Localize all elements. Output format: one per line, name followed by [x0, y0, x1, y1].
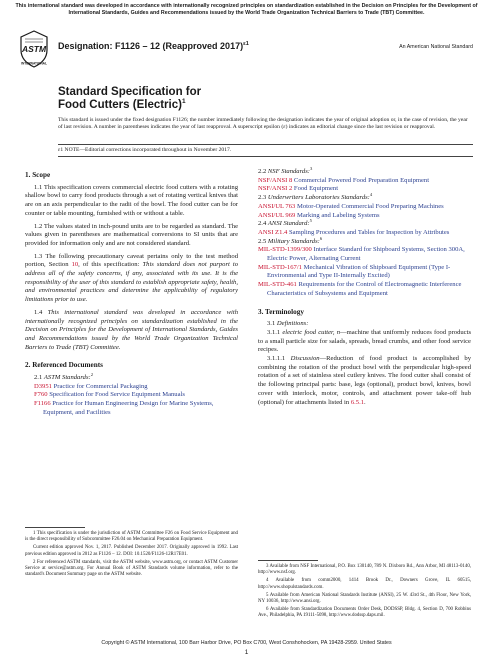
ref-code-link[interactable]: MIL-STD-167/1	[258, 263, 302, 271]
ref-code-link[interactable]: NSF/ANSI 8	[258, 176, 293, 184]
footnotes-right	[258, 564, 471, 622]
astm-logo-icon	[19, 30, 49, 68]
para-1-3: 1.3 The following precautionary caveat pertains only to the test method portion, Section 10, of this specification: This standard does not purport to address all of the safety concerns, if any, associated with its use. It is the responsibility of the user of this standard to establish appropriate safety, health, and environmental practices and determine the applicability of regulatory limitations prior to use.	[25, 252, 239, 304]
tbt-notice: This international standard was developed in accordance with internationally recognized principles on standardization established in the Decision on Principles for the Development of International Standards, Guides and Recommendations issued by the World Trade Organization Technical Barriers to Trade (TBT) Committee.	[15, 3, 478, 16]
ref-item	[258, 264, 471, 281]
ref-title-link[interactable]: Practice for Commercial Packaging	[53, 382, 148, 390]
footnotes-left	[25, 531, 238, 580]
logo-subtext: INTERNATIONAL	[21, 61, 47, 66]
ans-label: An American National Standard	[399, 44, 473, 50]
ref-code-link[interactable]: ANSI/UL 763	[258, 202, 296, 210]
ref-title-link[interactable]: Marking and Labeling Systems	[296, 211, 380, 219]
ref-code-link[interactable]: ANSI/UL 969	[258, 211, 296, 219]
section-6-5-1-link[interactable]: 6.5.1	[350, 398, 365, 406]
divider	[58, 144, 473, 145]
footnote: Current edition approved Nov. 1, 2017. Published December 2017. Originally approved in 1992. Last previous edition approved in 2012 as F1126 – 12. DOI: 10.1520/F1126-12R17E01.	[25, 545, 238, 557]
ref-item	[34, 383, 238, 392]
footnote: 5 Available from American National Standards Institute (ANSI), 25 W. 43rd St., 4th Floor, New York, NY 10036, http://www.ansi.org.	[258, 592, 471, 605]
right-column	[258, 165, 472, 407]
copyright-line: Copyright © ASTM International, 100 Barr Harbor Drive, PO Box C700, West Conshohocken, PA 19428-2959. United States	[101, 640, 392, 646]
ref-title-link[interactable]: Specification for Food Service Equipment Manuals	[49, 391, 185, 399]
designation: Designation: F1126 – 12 (Reapproved 2017)$^{\varepsilon 1}$	[58, 41, 249, 51]
ref-item	[258, 203, 471, 212]
ref-code-link[interactable]: MIL-STD-461	[258, 281, 297, 289]
editorial-note: ε1 NOTE—Editorial corrections incorporated throughout in November 2017.	[58, 147, 232, 153]
ref-code-link[interactable]: MIL-STD-1399/300	[258, 246, 312, 254]
para-1-2: 1.2 The values stated in inch-pound units are to be regarded as standard. The values given in parentheses are mathematical conversions to SI units that are provided for information only and are not considered standard.	[25, 222, 238, 247]
ref-item	[258, 177, 471, 186]
ref-code-link[interactable]: F1166	[34, 400, 51, 408]
ref-item	[258, 185, 471, 194]
page-title: Standard Specification for Food Cutters (Electric)$^1$	[58, 86, 202, 111]
page-number: 1	[244, 649, 249, 656]
ref-title-link[interactable]: Commercial Powered Food Preparation Equipment	[293, 176, 430, 184]
ref-item	[258, 212, 471, 221]
para-3-1-1: 3.1.1 electric food cutter, n—machine that uniformly reduces food products to a small particle size for salads, spreads, bread crumbs, and other food service recipes.	[258, 328, 472, 354]
footnote-rule	[25, 527, 85, 528]
ref-code-link[interactable]: D3951	[34, 382, 52, 390]
footnote-rule	[258, 560, 318, 561]
para-1-1: 1.1 This specification covers commercial electric food cutters with a rotating shallow bowl to carry food products through a set of rotating vertical knives that are on an axis perpendicular to the radii of the bowl. The food cutter can be for counter or table mounting, furnished with or without a table.	[25, 183, 238, 217]
para-2-2: 2.2 NSF Standards:$^3$	[258, 165, 313, 175]
ref-code-link[interactable]: F760	[34, 391, 48, 399]
para-1-4: 1.4 This international standard was developed in accordance with internationally recognized principles on standardization established in the Decision on Principles for the Development of International Standards, Guides and Recommendations issued by the World Trade Organization Technical Barriers to Trade (TBT) Committee.	[25, 308, 238, 351]
section-10-link[interactable]: 10	[71, 261, 79, 269]
ref-code-link[interactable]: NSF/ANSI 2	[258, 185, 293, 193]
section-heading-referenced: 2. Referenced Documents	[25, 361, 103, 370]
para-3-1-1-1: 3.1.1.1 Discussion—Reduction of food product is accomplished by combining the rotation of the product bowl with the perpendicular high-speed rotation of a set of stainless steel cutlery knives. The food cutter shall consist of the following principal parts: base, legs (optional), product bowl, knives, bowl cover with interlock, motor, controls, and attachment power take-off hub (optional) for attachments listed in 6.5.1.	[258, 355, 471, 406]
ref-item	[258, 246, 471, 263]
para-2-5: 2.5 Military Standards:$^6$	[258, 235, 323, 245]
para-2-4: 2.4 ANSI Standard:$^5$	[258, 218, 312, 228]
ref-title-link[interactable]: Interface Standard for Shipboard Systems, Section 300A, Electric Power, Alternating Current	[267, 246, 465, 263]
ref-title-link[interactable]: Mechanical Vibration of Shipboard Equipment (Type I-Environmental and Type II-Internally Excited)	[267, 263, 451, 280]
ref-item	[34, 400, 238, 417]
section-heading-terminology: 3. Terminology	[258, 307, 304, 316]
footnote: 6 Available from Standardization Documents Order Desk, DODSSP, Bldg. 4, Section D, 700 Robbins Ave., Philadelphia, PA 19111-5098, http://www.dodssp.daps.mil.	[258, 607, 471, 619]
logo-wordmark: ASTM	[21, 44, 47, 54]
footnote: 4 Available from comm2000, 1414 Brook Dr., Downers Grove, IL 60515, http://www.shopulstandards.com.	[258, 578, 471, 590]
ref-item	[258, 281, 471, 298]
para-2-3: 2.3 Underwriters Laboratories Standards:$^4$	[258, 191, 373, 202]
section-heading-scope: 1. Scope	[25, 171, 51, 179]
footnote: 3 Available from NSF International, P.O. Box 130140, 789 N. Dixboro Rd., Ann Arbor, MI 48113-0140, http://www.nsf.org.	[258, 564, 471, 576]
ref-title-link[interactable]: Practice for Human Engineering Design for Marine Systems, Equipment, and Facilities	[43, 400, 214, 416]
ref-title-link[interactable]: Sampling Procedures and Tables for Inspection by Attributes	[288, 228, 450, 236]
para-3-1: 3.1 Definitions:	[267, 320, 309, 328]
designation-epsilon: ε1	[243, 41, 249, 47]
ref-code-link[interactable]: ANSI Z1.4	[258, 228, 288, 236]
ref-item	[258, 229, 471, 238]
issuance-statement: This standard is issued under the fixed designation F1126; the number immediately following the designation indicates the year of original adoption or, in the case of revision, the year of last revision. A number in parentheses indicates the year of last reapproval. A superscript epsilon (ε) indicates an editorial change since the last revision or reapproval.	[58, 117, 468, 130]
footnote: 2 For referenced ASTM standards, visit the ASTM website, www.astm.org, or contact ASTM Customer Service at service@astm.org. For Annual Book of ASTM Standards volume information, refer to the standard's Document Summary page on the ASTM website.	[25, 559, 238, 578]
divider	[58, 156, 473, 157]
ref-title-link[interactable]: Requirements for the Control of Electromagnetic Interference Characteristics of Subsystems and Equipment	[267, 281, 462, 297]
ref-item	[34, 391, 238, 400]
left-column	[25, 171, 238, 418]
ref-title-link[interactable]: Food Equipment	[293, 185, 339, 193]
para-2-1: 2.1 ASTM Standards:$^2$	[34, 371, 94, 382]
footnote: 1 This specification is under the jurisdiction of ASTM Committee F26 on Food Service Equipment and is the direct responsibility of Subcommittee F26.04 on Mechanical Preparation Equipment.	[25, 531, 238, 543]
ref-title-link[interactable]: Motor-Operated Commercial Food Preparing Machines	[296, 202, 444, 210]
